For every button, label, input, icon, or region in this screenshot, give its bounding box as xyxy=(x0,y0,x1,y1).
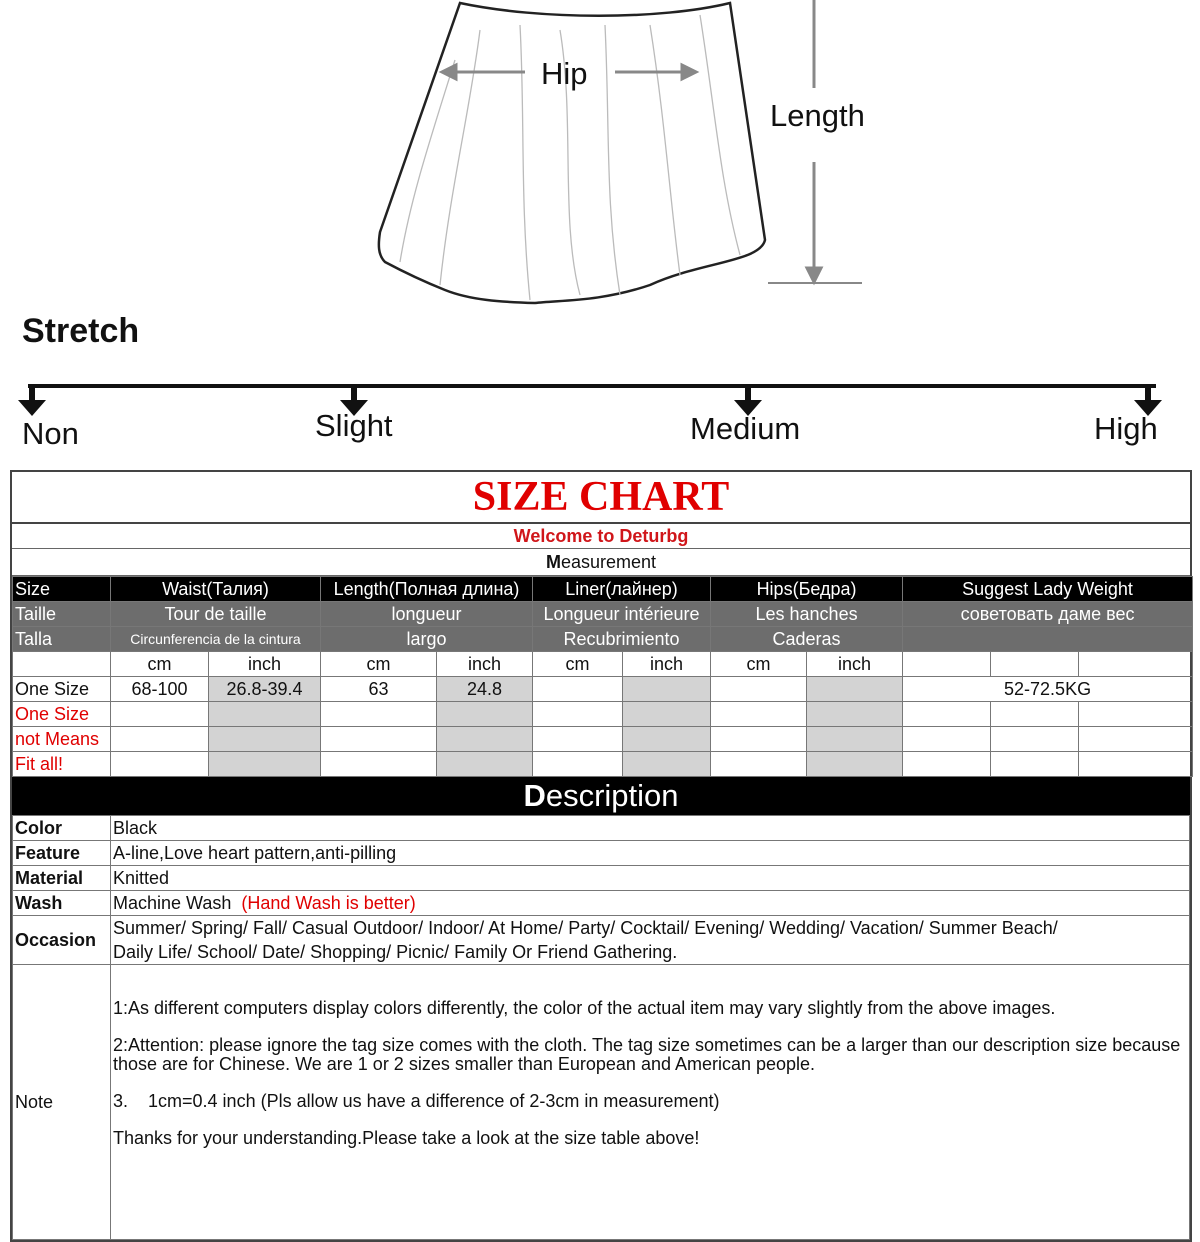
table-row xyxy=(13,727,1193,752)
waist-cm-cell: 68-100 xyxy=(111,677,209,702)
unit-cell: cm xyxy=(321,652,437,677)
unit-cell: inch xyxy=(437,652,533,677)
note-2: 2:Attention: please ignore the tag size comes with the cloth. The tag size sometimes can be a larger than our description size because those are for Chinese. We are 1 or 2 sizes smaller than European and American people. xyxy=(113,1035,1181,1074)
unit-cell: cm xyxy=(111,652,209,677)
size-cell: One Size xyxy=(13,677,111,702)
length-inch-cell: 24.8 xyxy=(437,677,533,702)
note-4: Thanks for your understanding.Please take a look at the size table above! xyxy=(113,1128,700,1148)
length-cm-cell: 63 xyxy=(321,677,437,702)
table-row xyxy=(13,677,1193,702)
header-talla: Talla xyxy=(13,627,111,652)
feature-label: Feature xyxy=(13,841,111,866)
description-title: Description xyxy=(12,777,1190,815)
occasion-label: Occasion xyxy=(13,916,111,965)
warning-line-1: One Size xyxy=(13,702,111,727)
skirt-diagram xyxy=(0,0,1200,470)
header-caderas: Caderas xyxy=(711,627,903,652)
stretch-title: Stretch xyxy=(22,312,140,350)
description-table xyxy=(12,815,1190,1240)
header-hips: Hips(Бедра) xyxy=(711,577,903,602)
welcome-banner: Welcome to Deturbg xyxy=(12,524,1190,549)
stretch-marker-non xyxy=(18,386,46,416)
header-tour-de-taille: Tour de taille xyxy=(111,602,321,627)
header-row-es xyxy=(13,627,1193,652)
occasion-line-1: Summer/ Spring/ Fall/ Casual Outdoor/ Indoor/ At Home/ Party/ Cocktail/ Evening/ Wedding/ Vacation/ Summer Beach/ xyxy=(113,918,1058,938)
header-circunferencia: Circunferencia de la cintura xyxy=(111,627,321,652)
unit-cell: inch xyxy=(807,652,903,677)
stretch-scale xyxy=(18,386,1162,416)
feature-value: A-line,Love heart pattern,anti-pilling xyxy=(111,841,1190,866)
header-taille: Taille xyxy=(13,602,111,627)
wash-note: (Hand Wash is better) xyxy=(241,892,416,913)
header-largo: largo xyxy=(321,627,533,652)
size-chart xyxy=(10,470,1192,1242)
header-longueur: longueur xyxy=(321,602,533,627)
header-empty xyxy=(903,627,1193,652)
header-weight: Suggest Lady Weight xyxy=(903,577,1193,602)
stretch-level-non: Non xyxy=(22,416,79,451)
material-label: Material xyxy=(13,866,111,891)
units-row xyxy=(13,652,1193,677)
warning-line-2: not Means xyxy=(13,727,111,752)
header-size: Size xyxy=(13,577,111,602)
unit-cell: inch xyxy=(623,652,711,677)
stretch-level-slight: Slight xyxy=(315,408,393,443)
hip-label: Hip xyxy=(541,56,588,91)
unit-cell: cm xyxy=(711,652,807,677)
table-row xyxy=(13,702,1193,727)
note-1: 1:As different computers display colors differently, the color of the actual item may vary slightly from the above images. xyxy=(113,998,1056,1018)
table-row xyxy=(13,841,1190,866)
header-length: Length(Полная длина) xyxy=(321,577,533,602)
table-row xyxy=(13,752,1193,777)
header-row-en xyxy=(13,577,1193,602)
size-table xyxy=(12,576,1193,777)
color-label: Color xyxy=(13,816,111,841)
header-longueur-interieure: Longueur intérieure xyxy=(533,602,711,627)
occasion-cell xyxy=(111,916,1190,965)
stretch-level-medium: Medium xyxy=(690,411,801,446)
header-liner: Liner(лайнер) xyxy=(533,577,711,602)
table-row xyxy=(13,891,1190,916)
table-row xyxy=(13,816,1190,841)
wash-label: Wash xyxy=(13,891,111,916)
stretch-level-high: High xyxy=(1094,411,1158,446)
color-value: Black xyxy=(111,816,1190,841)
header-recubrimiento: Recubrimiento xyxy=(533,627,711,652)
wash-cell xyxy=(111,891,1190,916)
header-weight-ru: советовать даме вес xyxy=(903,602,1193,627)
material-value: Knitted xyxy=(111,866,1190,891)
table-row xyxy=(13,866,1190,891)
unit-cell: inch xyxy=(209,652,321,677)
length-arrow xyxy=(768,0,862,283)
length-label: Length xyxy=(770,98,865,133)
note-cell xyxy=(111,965,1190,1240)
occasion-line-2: Daily Life/ School/ Date/ Shopping/ Picnic/ Family Or Friend Gathering. xyxy=(113,942,678,962)
skirt-outline xyxy=(379,3,765,303)
weight-cell: 52-72.5KG xyxy=(903,677,1193,702)
table-row xyxy=(13,965,1190,1240)
table-row xyxy=(13,916,1190,965)
waist-inch-cell: 26.8-39.4 xyxy=(209,677,321,702)
note-3: 3. 1cm=0.4 inch (Pls allow us have a difference of 2-3cm in measurement) xyxy=(113,1091,720,1111)
header-row-fr xyxy=(13,602,1193,627)
header-les-hanches: Les hanches xyxy=(711,602,903,627)
header-waist: Waist(Талия) xyxy=(111,577,321,602)
warning-line-3: Fit all! xyxy=(13,752,111,777)
measurement-heading: Measurement xyxy=(12,549,1190,576)
size-chart-title: SIZE CHART xyxy=(12,472,1190,524)
note-label: Note xyxy=(13,965,111,1240)
unit-cell: cm xyxy=(533,652,623,677)
wash-value: Machine Wash xyxy=(113,892,232,913)
